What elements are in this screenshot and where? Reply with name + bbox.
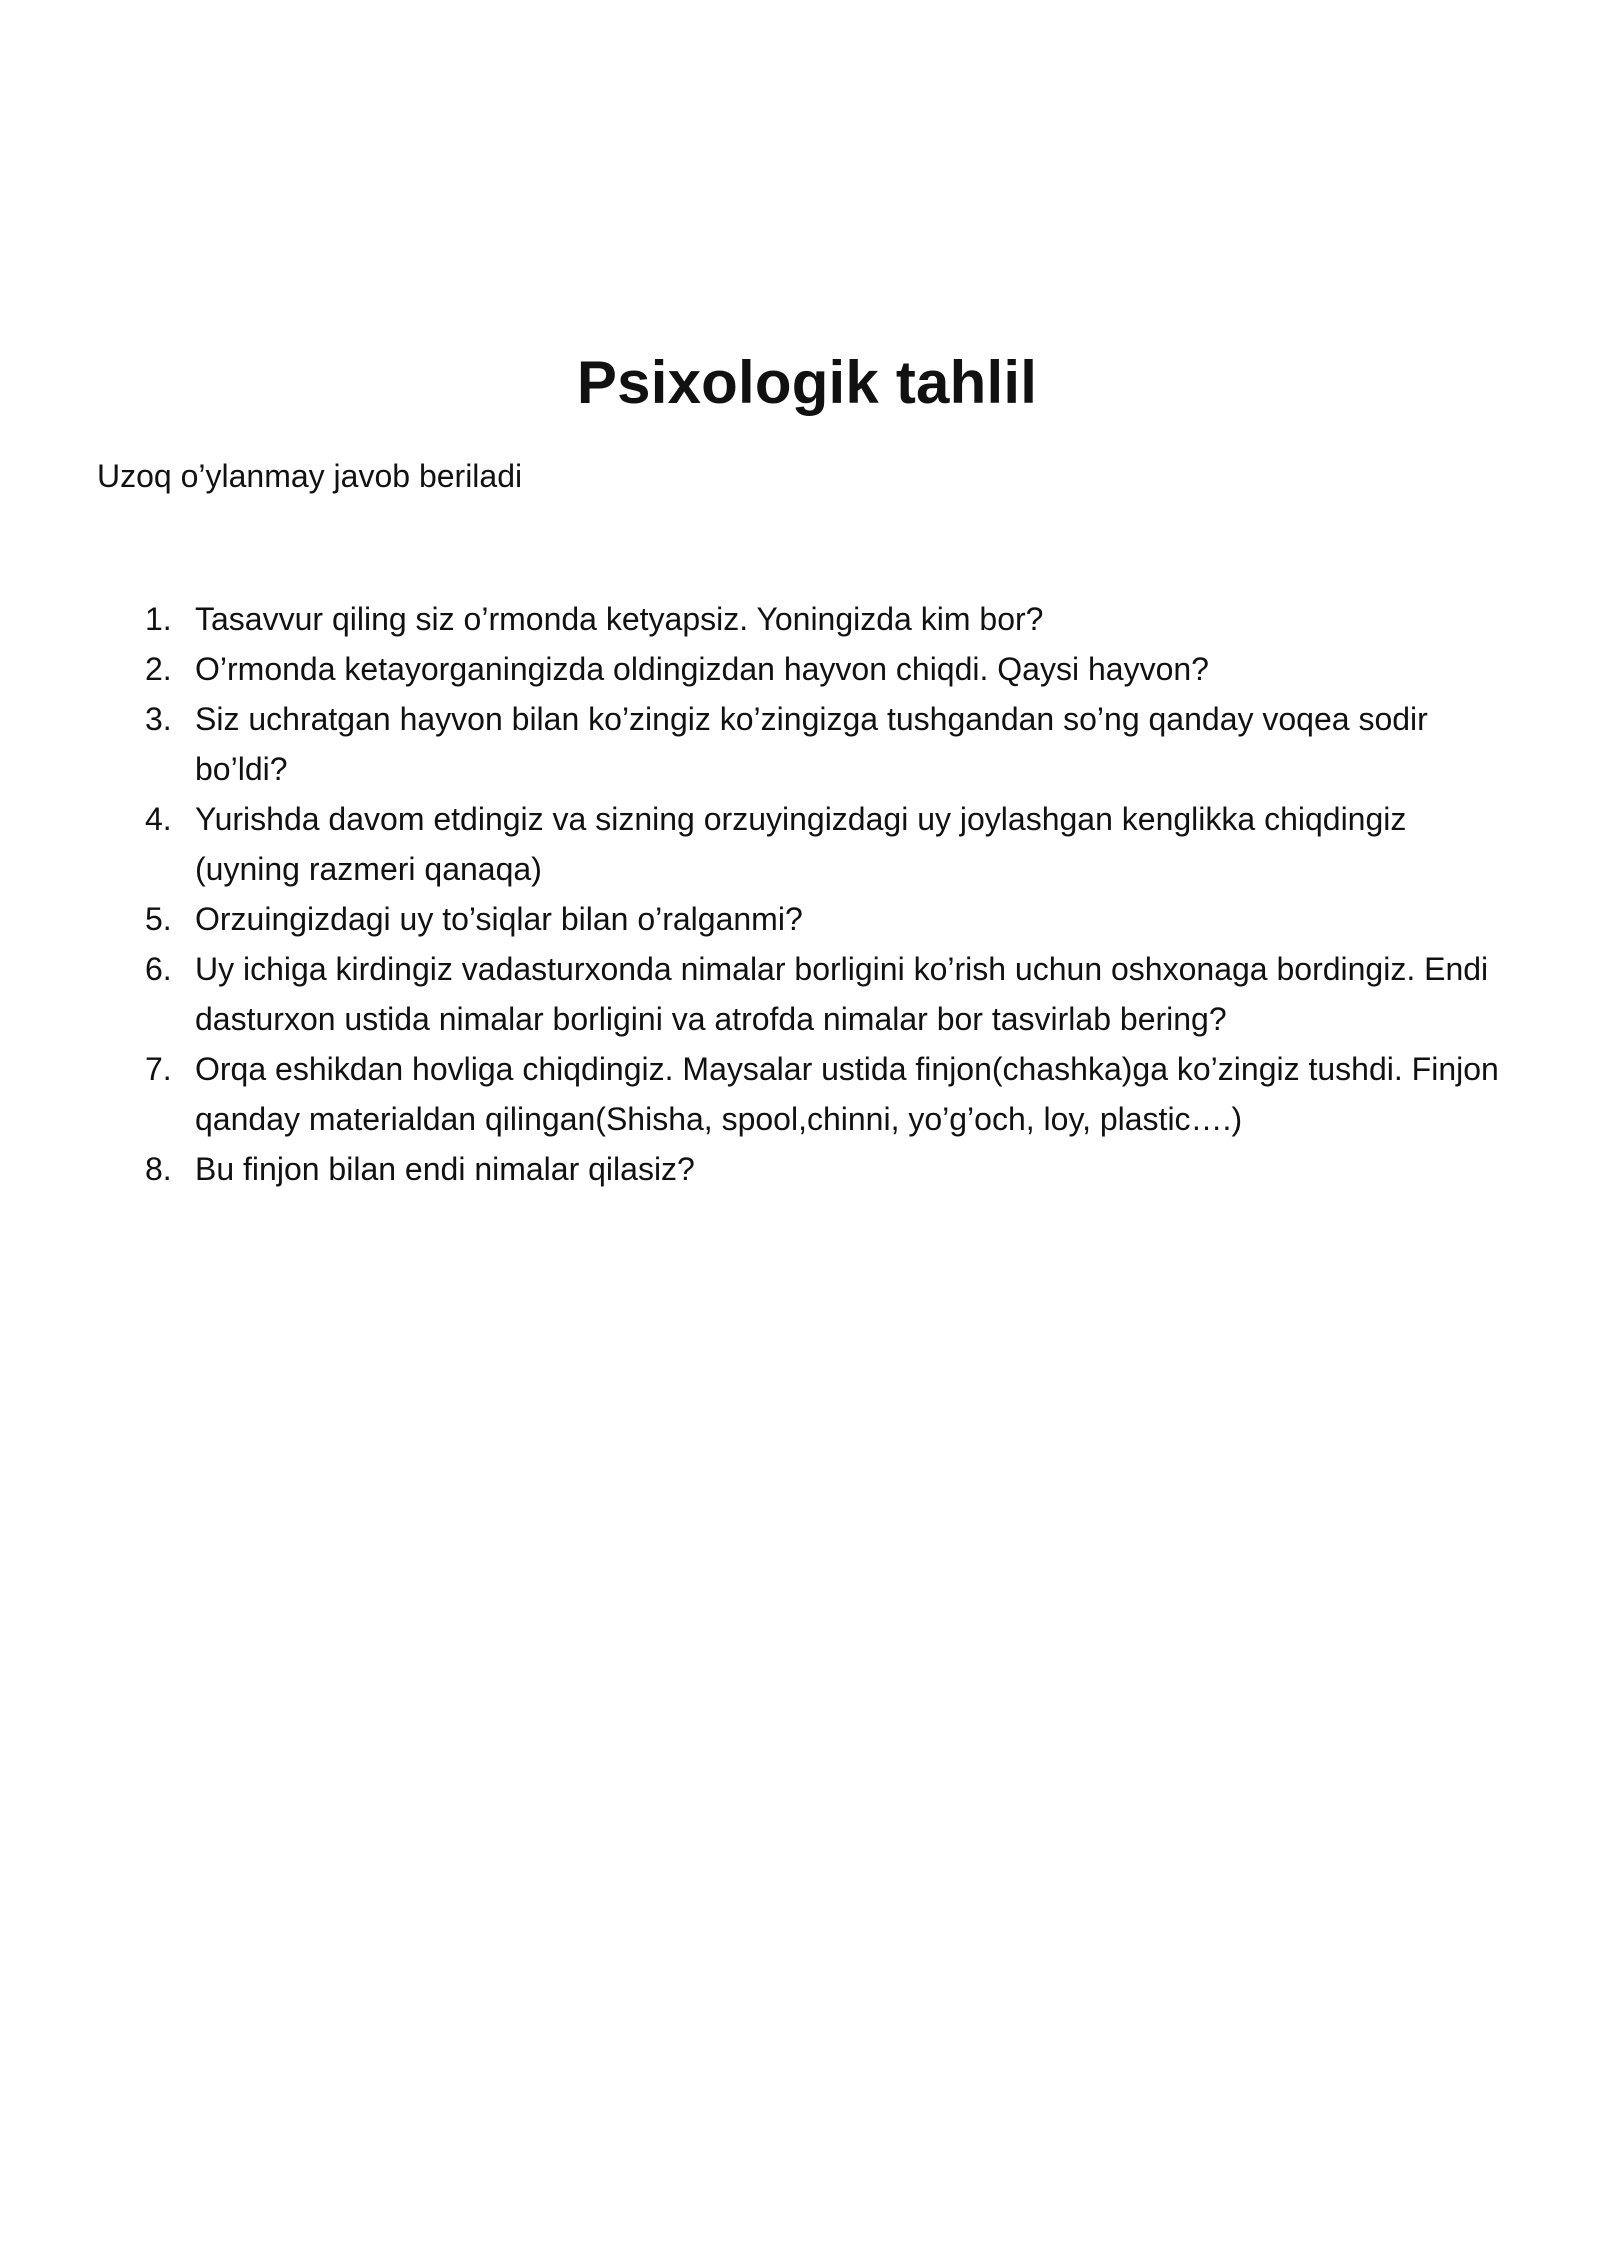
- question-list: [0, 594, 1600, 1194]
- question-item: [0, 594, 1600, 644]
- question-number: 1.: [145, 601, 172, 637]
- question-text: Yurishda davom etdingiz va sizning orzuyingizdagi uy joylashgan kenglikka chiqdingiz (uyning razmeri qanaqa): [195, 801, 1407, 887]
- question-item: [0, 794, 1600, 894]
- question-item: [0, 1144, 1600, 1194]
- question-number: 4.: [145, 801, 172, 837]
- question-number: 6.: [145, 951, 172, 987]
- question-number: 2.: [145, 651, 172, 687]
- question-number: 5.: [145, 901, 172, 937]
- question-text: Orqa eshikdan hovliga chiqdingiz. Maysalar ustida finjon(chashka)ga ko’zingiz tushdi. Finjon qanday materialdan qilingan(Shisha, spool,chinni, yo’g’och, loy, plastic….): [195, 1051, 1499, 1137]
- question-text: O’rmonda ketayorganingizda oldingizdan hayvon chiqdi. Qaysi hayvon?: [195, 651, 1209, 687]
- question-item: [0, 644, 1600, 694]
- question-item: [0, 894, 1600, 944]
- question-text: Tasavvur qiling siz o’rmonda ketyapsiz. Yoningizda kim bor?: [195, 601, 1044, 637]
- question-text: Bu finjon bilan endi nimalar qilasiz?: [195, 1151, 695, 1187]
- question-item: [0, 1044, 1600, 1144]
- page-title: Psixologik tahlil: [576, 349, 1038, 416]
- question-text: Uy ichiga kirdingiz vadasturxonda nimalar borligini ko’rish uchun oshxonaga bordingiz. Endi dasturxon ustida nimalar borligini va atrofda nimalar bor tasvirlab bering?: [195, 951, 1489, 1037]
- question-number: 3.: [145, 701, 172, 737]
- page-subtitle: Uzoq o’ylanmay javob beriladi: [97, 458, 523, 494]
- question-text: Orzuingizdagi uy to’siqlar bilan o’ralganmi?: [195, 901, 803, 937]
- question-text: Siz uchratgan hayvon bilan ko’zingiz ko’zingizga tushgandan so’ng qanday voqea sodir bo’ldi?: [195, 701, 1428, 787]
- question-item: [0, 694, 1600, 794]
- question-number: 7.: [145, 1051, 172, 1087]
- question-number: 8.: [145, 1151, 172, 1187]
- question-item: [0, 944, 1600, 1044]
